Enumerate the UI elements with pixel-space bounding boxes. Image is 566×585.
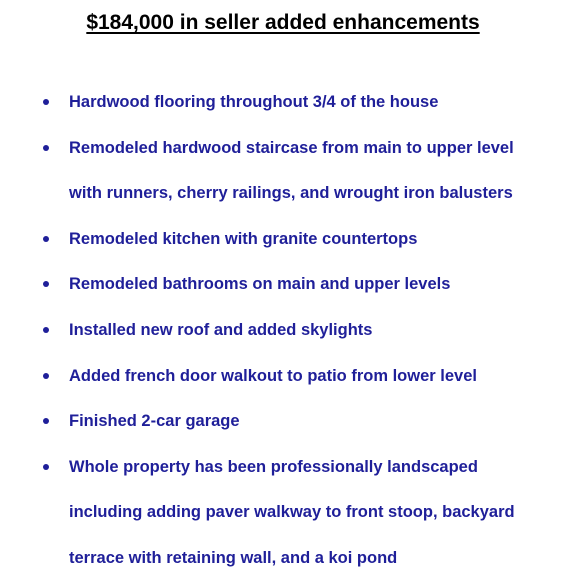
list-item: [0, 217, 566, 263]
list-item-text: Remodeled bathrooms on main and upper levels: [69, 275, 451, 294]
bullet-dot-icon: [43, 281, 49, 287]
list-item: [0, 126, 566, 217]
enhancements-list: [0, 80, 566, 582]
list-item: [0, 399, 566, 445]
list-item-text: Finished 2-car garage: [69, 412, 240, 431]
list-item: [0, 262, 566, 308]
list-item-text: Remodeled kitchen with granite countertops: [69, 229, 418, 248]
list-item-text: Added french door walkout to patio from lower level: [69, 366, 477, 385]
list-item-text: Remodeled hardwood staircase from main to upper level with runners, cherry railings, and wrought iron balusters: [69, 138, 514, 203]
list-item: [0, 445, 566, 582]
list-item: [0, 80, 566, 126]
bullet-dot-icon: [43, 464, 49, 470]
bullet-dot-icon: [43, 327, 49, 333]
bullet-dot-icon: [43, 373, 49, 379]
bullet-dot-icon: [43, 236, 49, 242]
bullet-dot-icon: [43, 418, 49, 424]
list-item-text: Installed new roof and added skylights: [69, 320, 373, 339]
list-item-text: Hardwood flooring throughout 3/4 of the house: [69, 93, 439, 111]
list-item: [0, 308, 566, 354]
bullet-dot-icon: [43, 99, 49, 105]
page-title: $184,000 in seller added enhancements: [86, 11, 480, 34]
list-item-text: Whole property has been professionally landscaped including adding paver walkway to front stoop, backyard terrace with retaining wall, and a koi pond: [69, 457, 515, 567]
bullet-dot-icon: [43, 145, 49, 151]
list-item: [0, 354, 566, 400]
